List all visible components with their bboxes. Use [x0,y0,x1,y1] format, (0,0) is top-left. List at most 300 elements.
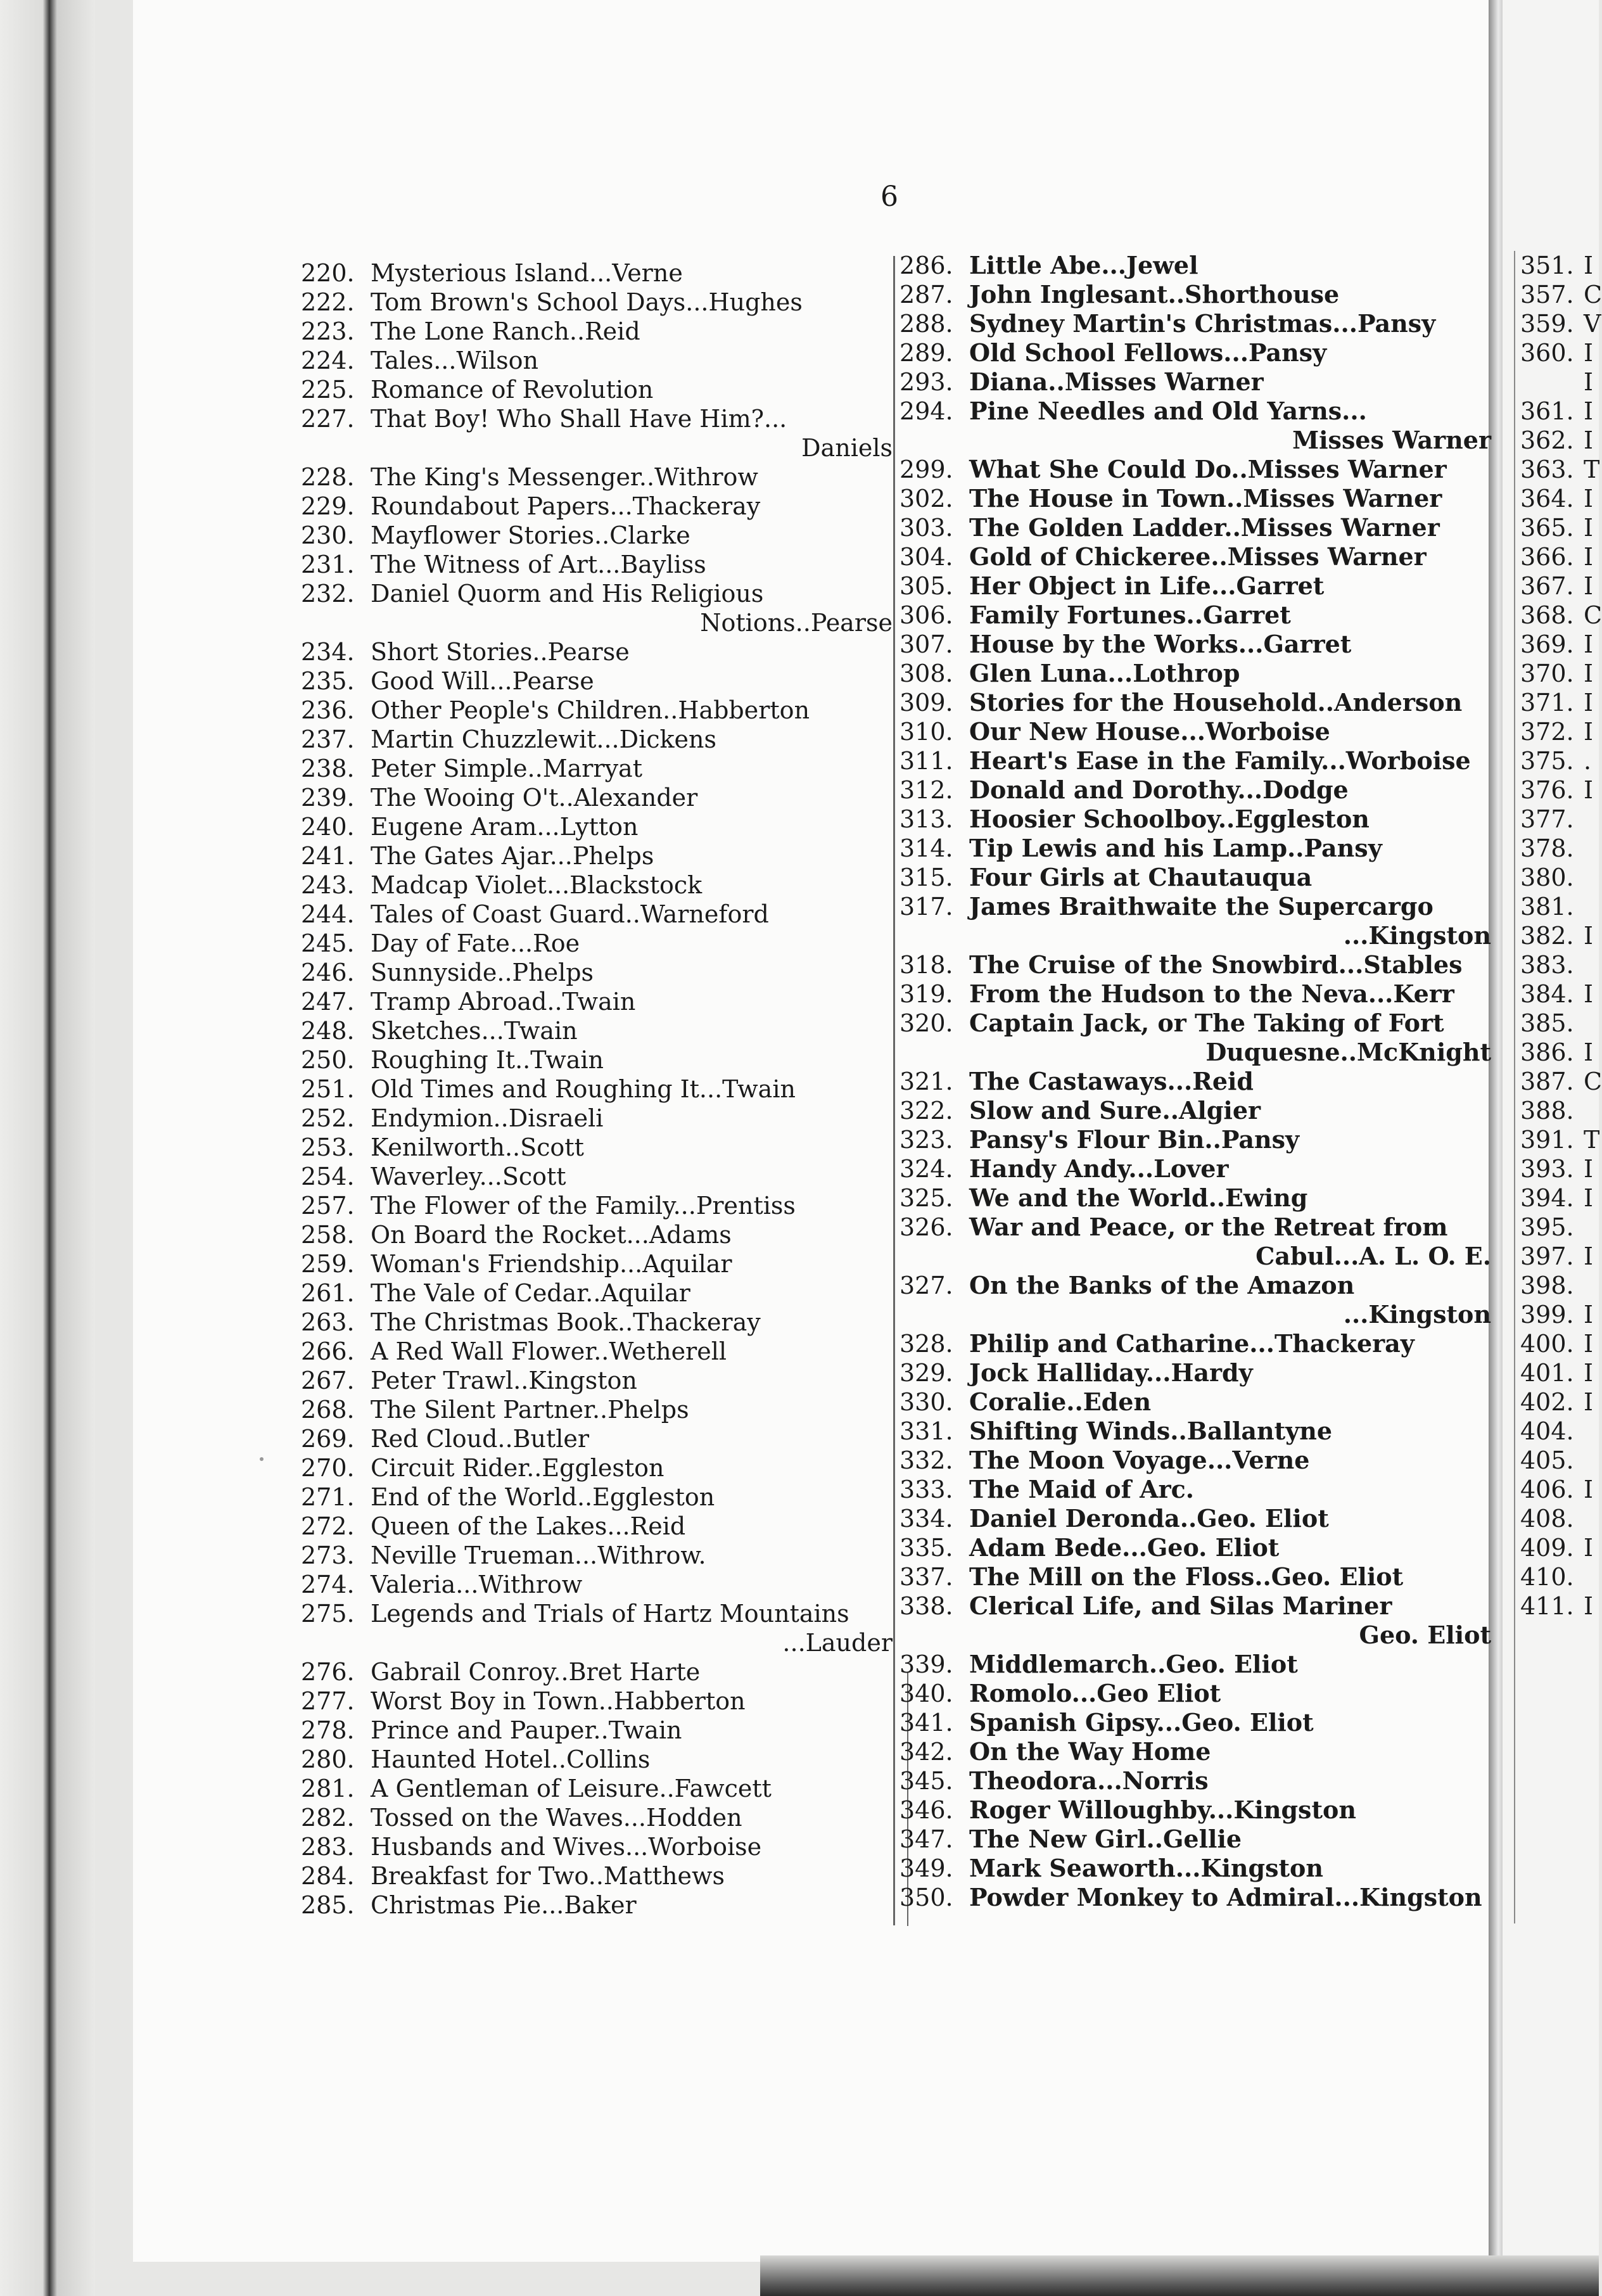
entry-number: 387. [1520,1068,1574,1095]
entry-number: 318. [900,951,953,979]
entry-number: 322. [900,1097,953,1125]
entry-number: 266. [301,1337,355,1365]
entry-title: Glen Luna...Lothrop [969,659,1240,687]
entry-number: 408. [1520,1505,1574,1533]
catalog-entry [301,1861,896,1891]
scan-shadow [760,2255,1599,2296]
entry-number: 409. [1520,1534,1574,1562]
catalog-entry [301,1366,896,1395]
entry-number: 307. [900,630,953,658]
entry-title: I [1584,1184,1594,1212]
entry-number: 237. [301,725,355,753]
entry-number: 263. [301,1308,355,1336]
entry-number: 365. [1520,514,1574,542]
catalog-entry [1520,630,1599,659]
entry-number: 311. [900,747,953,775]
entry-number: 349. [900,1854,953,1882]
catalog-entry [900,1183,1495,1213]
catalog-entry [301,375,896,404]
entry-title: I [1584,397,1594,425]
entry-number: 364. [1520,485,1574,513]
entry-number: 235. [301,667,355,695]
catalog-entry [1520,950,1599,979]
catalog-entry [301,987,896,1016]
entry-title: I [1584,485,1594,513]
catalog-entry [301,1687,896,1716]
entry-number: 406. [1520,1476,1574,1503]
entry-number: 391. [1520,1126,1574,1154]
entry-number: 259. [301,1250,355,1278]
entry-title: That Boy! Who Shall Have Him?... [371,405,787,433]
entry-number: 372. [1520,718,1574,746]
entry-number: 405. [1520,1446,1574,1474]
entry-title: Slow and Sure..Algier [969,1096,1261,1125]
catalog-entry [301,1512,896,1541]
catalog-entry [301,1424,896,1453]
entry-title: Sunnyside..Phelps [371,959,594,986]
entry-title [1584,1562,1599,1591]
catalog-entry [301,1308,896,1337]
catalog-entry [1520,309,1599,338]
catalog-entry [900,1067,1495,1096]
entry-title: On Board the Rocket...Adams [371,1221,732,1249]
entry-number: 401. [1520,1359,1574,1387]
entry-number: 289. [900,339,953,367]
catalog-entry [1520,571,1599,601]
entry-title [1584,863,1599,892]
catalog-entry [900,979,1495,1009]
catalog-entry [900,746,1495,775]
entry-title: . [1584,747,1592,775]
entry-number: 337. [900,1563,953,1591]
catalog-entry [900,484,1495,513]
catalog-entry [900,892,1495,921]
entry-number: 395. [1520,1213,1574,1241]
catalog-entry [900,513,1495,542]
entry-title: James Braithwaite the Supercargo [969,892,1434,921]
entry-number: 278. [301,1716,355,1744]
catalog-entry [301,462,896,492]
catalog-entry [1520,1067,1602,1096]
entry-number: 397. [1520,1242,1574,1270]
entry-number: 234. [301,638,355,666]
catalog-entry [900,455,1495,484]
entry-number: 254. [301,1163,355,1190]
catalog-entry [1520,1009,1599,1038]
catalog-entry [301,1832,896,1861]
entry-title: I [1584,426,1594,454]
entry-title: C [1584,281,1602,309]
entry-number: 272. [301,1512,355,1540]
catalog-entry [1520,338,1599,367]
catalog-entry [301,812,896,841]
catalog-entry [301,1570,896,1599]
entry-title: We and the World..Ewing [969,1183,1308,1212]
catalog-entry [301,1337,896,1366]
entry-title: On the Way Home [969,1737,1211,1766]
catalog-entry [1520,1446,1599,1475]
entry-title: Tramp Abroad..Twain [371,988,636,1016]
entry-number: 310. [900,718,953,746]
entry-number: 368. [1520,601,1574,629]
entry-title: Circuit Rider..Eggleston [371,1454,664,1482]
entry-number: 287. [900,281,953,309]
catalog-entry [900,1795,1495,1825]
entry-number: 359. [1520,310,1574,338]
entry-number: 340. [900,1680,953,1707]
catalog-entry [301,1133,896,1162]
catalog-entry [900,1125,1495,1154]
column-divider [1514,251,1515,1923]
catalog-entry [900,1271,1495,1300]
ink-speck [260,1457,264,1461]
catalog-entry [900,1154,1495,1183]
entry-number: 285. [301,1891,355,1919]
entry-title: Old Times and Roughing It...Twain [371,1075,796,1103]
entry-title: I [1584,980,1594,1008]
catalog-entry [900,1679,1495,1708]
entry-number: 326. [900,1213,953,1241]
entry-title: I [1584,689,1594,717]
entry-title [1584,1446,1599,1475]
catalog-entry [1520,251,1599,280]
entry-title: Family Fortunes..Garret [969,601,1291,629]
catalog-entry [1520,1417,1599,1446]
entry-title: The Vale of Cedar..Aquilar [371,1279,690,1307]
catalog-entry [1520,1387,1599,1417]
entry-title: Clerical Life, and Silas Mariner [969,1591,1392,1620]
entry-number: 346. [900,1796,953,1824]
entry-title: Kenilworth..Scott [371,1133,584,1161]
entry-title: Eugene Aram...Lytton [371,813,639,841]
catalog-entry [301,317,896,346]
entry-number: 281. [301,1775,355,1802]
entry-title [1584,1271,1599,1300]
entry-number: 317. [900,893,953,921]
catalog-entry [301,1279,896,1308]
entry-title: Tom Brown's School Days...Hughes [371,288,803,316]
catalog-entry [1520,892,1599,921]
catalog-entry [301,1745,896,1774]
entry-title: Peter Trawl..Kingston [371,1367,637,1394]
catalog-column-right-cropped [1520,251,1602,1621]
catalog-entry [900,1650,1495,1679]
entry-title: On the Banks of the Amazon [969,1271,1355,1299]
catalog-entry [900,950,1495,979]
entry-number: 232. [301,580,355,608]
catalog-entry [301,1657,896,1687]
entry-title [1584,892,1599,921]
catalog-entry [1520,775,1599,805]
page-number: 6 [880,181,898,213]
entry-title: Adam Bede...Geo. Eliot [969,1533,1280,1562]
entry-title: The Wooing O't..Alexander [371,784,698,812]
entry-title: The Castaways...Reid [969,1067,1254,1095]
entry-title: Diana..Misses Warner [969,367,1264,396]
entry-number: 306. [900,601,953,629]
entry-title: C [1584,601,1602,629]
catalog-entry [900,1329,1495,1358]
entry-title: House by the Works...Garret [969,630,1352,658]
entry-number: 229. [301,492,355,520]
catalog-entry [900,1504,1495,1533]
catalog-entry [301,783,896,812]
entry-number: 312. [900,776,953,804]
entry-title: Captain Jack, or The Taking of Fort [969,1009,1444,1037]
entry-title: Tip Lewis and his Lamp..Pansy [969,834,1382,862]
entry-title: I [1584,1359,1594,1387]
catalog-entry [301,1249,896,1279]
catalog-entry [900,542,1495,571]
entry-title: Our New House...Worboise [969,717,1330,746]
entry-title: I [1584,1388,1594,1416]
entry-title: Mysterious Island...Verne [371,259,683,287]
catalog-entry [1520,979,1599,1009]
entry-title: Stories for the Household..Anderson [969,688,1463,717]
entry-continuation: Duquesne..McKnight [1205,1038,1491,1066]
catalog-entry [900,1708,1495,1737]
entry-number: 382. [1520,922,1574,950]
entry-title: John Inglesant..Shorthouse [969,280,1340,309]
catalog-entry [301,754,896,783]
catalog-entry [900,834,1495,863]
entry-title: Endymion..Disraeli [371,1104,604,1132]
entry-number: 335. [900,1534,953,1562]
entry-title: Haunted Hotel..Collins [371,1745,651,1773]
catalog-entry [1520,746,1599,775]
entry-title: Day of Fate...Roe [371,929,580,957]
entry-title: Woman's Friendship...Aquilar [371,1250,732,1278]
entry-title: I [1584,1301,1594,1329]
entry-title [1584,805,1599,834]
catalog-entry [301,1716,896,1745]
catalog-entry [301,288,896,317]
entry-number: 383. [1520,951,1574,979]
catalog-entry [301,1774,896,1803]
entry-number: 315. [900,864,953,891]
catalog-entry [301,1891,896,1920]
entry-title: A Red Wall Flower..Wetherell [371,1337,727,1365]
entry-number: 228. [301,463,355,491]
catalog-entry [900,1766,1495,1795]
entry-number: 225. [301,376,355,404]
entry-number: 236. [301,696,355,724]
entry-title: What She Could Do..Misses Warner [969,455,1447,483]
entry-title: I [1584,572,1594,600]
entry-number: 378. [1520,834,1574,862]
entry-number: 261. [301,1279,355,1307]
entry-title: The Mill on the Floss..Geo. Eliot [969,1562,1404,1591]
entry-title: Powder Monkey to Admiral...Kingston [969,1883,1482,1911]
entry-number: 332. [900,1446,953,1474]
catalog-entry [900,1009,1495,1038]
entry-number: 239. [301,784,355,812]
catalog-entry [1520,834,1599,863]
catalog-entry [900,1096,1495,1125]
catalog-entry [1520,921,1599,950]
catalog-entry [301,1599,896,1628]
entry-title: Middlemarch..Geo. Eliot [969,1650,1298,1678]
entry-number: 411. [1520,1592,1574,1620]
entry-number: 369. [1520,630,1574,658]
entry-number: 223. [301,317,355,345]
entry-title: Shifting Winds..Ballantyne [969,1417,1333,1445]
entry-number: 345. [900,1767,953,1795]
entry-number: 273. [301,1541,355,1569]
entry-number: 377. [1520,805,1574,833]
entry-title: I [1584,1330,1594,1358]
entry-title: Red Cloud..Butler [371,1425,590,1453]
catalog-entry [301,579,896,608]
entry-title: I [1584,922,1594,950]
entry-number: 276. [301,1658,355,1686]
catalog-entry [900,1387,1495,1417]
catalog-entry [301,258,896,288]
entry-number: 230. [301,521,355,549]
entry-title: The King's Messenger..Withrow [371,463,758,491]
entry-number: 360. [1520,339,1574,367]
entry-number: 399. [1520,1301,1574,1329]
catalog-entry [900,1562,1495,1591]
entry-number: 329. [900,1359,953,1387]
entry-number: 280. [301,1745,355,1773]
entry-title: Neville Trueman...Withrow. [371,1541,706,1569]
entry-number: 314. [900,834,953,862]
catalog-entry [301,346,896,375]
catalog-entry [301,1803,896,1832]
catalog-entry [301,871,896,900]
entry-number: 330. [900,1388,953,1416]
entry-title: Pansy's Flour Bin..Pansy [969,1125,1300,1154]
entry-title [1584,1504,1599,1533]
entry-number: 284. [301,1862,355,1890]
entry-number: 251. [301,1075,355,1103]
catalog-entry [900,1417,1495,1446]
catalog-entry [301,725,896,754]
entry-number: 224. [301,347,355,374]
entry-number: 386. [1520,1038,1574,1066]
catalog-entry [1520,1329,1599,1358]
entry-number: 277. [301,1687,355,1715]
entry-number: 231. [301,551,355,578]
entry-number: 248. [301,1017,355,1045]
entry-number: 222. [301,288,355,316]
entry-number: 243. [301,871,355,899]
entry-title: The Lone Ranch..Reid [371,317,640,345]
entry-number: 299. [900,456,953,483]
entry-number: 404. [1520,1417,1574,1445]
entry-number: 253. [301,1133,355,1161]
entry-number: 240. [301,813,355,841]
entry-title: Queen of the Lakes...Reid [371,1512,686,1540]
entry-title: From the Hudson to the Neva...Kerr [969,979,1454,1008]
entry-continuation: ...Kingston [1343,1300,1491,1329]
entry-number: 274. [301,1571,355,1598]
entry-title: Christmas Pie...Baker [371,1891,637,1919]
entry-number: 367. [1520,572,1574,600]
entry-number: 384. [1520,980,1574,1008]
entry-number: 371. [1520,689,1574,717]
entry-title: Husbands and Wives...Worboise [371,1833,762,1861]
entry-title: Roughing It..Twain [371,1046,604,1074]
catalog-entry [1520,1213,1599,1242]
entry-title: I [1584,543,1594,571]
catalog-entry [301,1395,896,1424]
catalog-entry [900,863,1495,892]
entry-number: 257. [301,1192,355,1220]
catalog-entry [1520,1562,1599,1591]
catalog-entry [1520,1504,1599,1533]
entry-title: Gabrail Conroy..Bret Harte [371,1658,701,1686]
entry-number: 324. [900,1155,953,1183]
entry-number: 388. [1520,1097,1574,1125]
catalog-entry [900,1825,1495,1854]
catalog-entry [301,841,896,871]
entry-number: 342. [900,1738,953,1766]
entry-title: I [1584,1242,1594,1270]
catalog-entry [301,404,896,433]
catalog-entry [900,659,1495,688]
catalog-entry [1520,1125,1599,1154]
entry-number: 283. [301,1833,355,1861]
catalog-entry [900,717,1495,746]
entry-title: Legends and Trials of Hartz Mountains [371,1600,849,1628]
catalog-entry [301,521,896,550]
entry-number: 252. [301,1104,355,1132]
catalog-entry [900,1358,1495,1387]
catalog-entry [900,1737,1495,1766]
entry-title [1584,1096,1599,1125]
entry-title: The House in Town..Misses Warner [969,484,1442,513]
entry-number: 341. [900,1709,953,1737]
entry-number: 302. [900,485,953,513]
entry-title [1584,950,1599,979]
catalog-entry [900,571,1495,601]
entry-title: Tales of Coast Guard..Warneford [371,900,769,928]
entry-number: 410. [1520,1563,1574,1591]
entry-title: Heart's Ease in the Family...Worboise [969,746,1471,775]
entry-number: 394. [1520,1184,1574,1212]
catalog-entry [1520,1242,1599,1271]
entry-title: I [1584,514,1594,542]
entry-title: Philip and Catharine...Thackeray [969,1329,1414,1358]
entry-number: 338. [900,1592,953,1620]
entry-number: 402. [1520,1388,1574,1416]
entry-number: 294. [900,397,953,425]
entry-title: Tales...Wilson [371,347,538,374]
entry-title: Coralie..Eden [969,1387,1152,1416]
entry-title: I [1584,1592,1594,1620]
catalog-entry [1520,1358,1599,1387]
catalog-entry [900,688,1495,717]
entry-title: Sketches...Twain [371,1017,578,1045]
catalog-entry [1520,484,1599,513]
entry-title: The Moon Voyage...Verne [969,1446,1310,1474]
catalog-entry [1520,397,1599,426]
catalog-entry [301,958,896,987]
entry-number: 339. [900,1650,953,1678]
catalog-entry [1520,1475,1599,1504]
catalog-column-middle [900,251,1495,1912]
entry-title: Little Abe...Jewel [969,251,1198,279]
catalog-entry [900,338,1495,367]
catalog-entry [1520,542,1599,571]
catalog-entry [301,1162,896,1191]
catalog-entry [1520,659,1599,688]
entry-number: 303. [900,514,953,542]
entry-number: 376. [1520,776,1574,804]
catalog-entry [1520,426,1599,455]
